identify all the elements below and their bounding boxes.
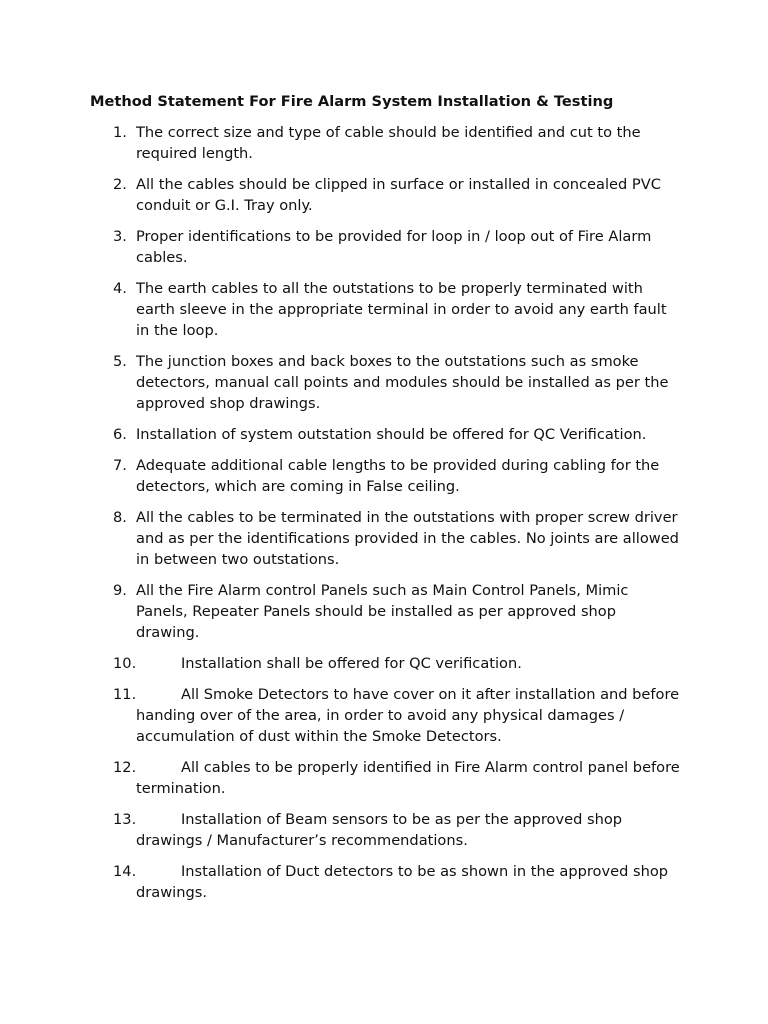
list-item-number: 3.	[113, 228, 127, 245]
list-item-number: 12.	[113, 759, 137, 776]
list-item-text: Installation of Duct detectors to be as shown in the approved shop drawings.	[136, 863, 669, 901]
list-item	[0, 351, 681, 414]
list-item-text: The earth cables to all the outstations to be properly terminated with earth sleeve in the appropriate terminal in order to avoid any earth fault in the loop.	[136, 280, 667, 339]
list-item-text: All Smoke Detectors to have cover on it after installation and before handing over of the area, in order to avoid any physical damages / accumulation of dust within the Smoke Detectors.	[136, 686, 680, 745]
list-item	[0, 507, 681, 570]
list-item	[0, 809, 681, 851]
list-item	[0, 174, 681, 216]
list-item-text: Adequate additional cable lengths to be provided during cabling for the detectors, which are coming in False ceiling.	[136, 457, 660, 495]
list-item	[0, 226, 681, 268]
list-item-number: 2.	[113, 176, 127, 193]
list-item-text: The junction boxes and back boxes to the outstations such as smoke detectors, manual call points and modules should be installed as per the approved shop drawings.	[136, 353, 669, 412]
list-item-text: Installation of system outstation should be offered for QC Verification.	[136, 426, 647, 443]
list-item-text: The correct size and type of cable should be identified and cut to the required length.	[136, 124, 641, 162]
list-item-number: 7.	[113, 457, 127, 474]
list-item	[0, 653, 681, 674]
list-item-text: All the cables to be terminated in the outstations with proper screw driver and as per the identifications provided in the cables. No joints are allowed in between two outstations.	[136, 509, 679, 568]
list-item-number: 5.	[113, 353, 127, 370]
list-item-number: 1.	[113, 124, 127, 141]
list-item-number: 14.	[113, 863, 137, 880]
list-item	[0, 122, 681, 164]
list-item	[0, 424, 681, 445]
list-item-number: 6.	[113, 426, 127, 443]
list-item-number: 4.	[113, 280, 127, 297]
list-item-number: 9.	[113, 582, 127, 599]
list-item-text: Installation of Beam sensors to be as per the approved shop drawings / Manufacturer’s recommendations.	[136, 811, 623, 849]
method-steps-list	[0, 122, 768, 913]
list-item-text: Installation shall be offered for QC verification.	[181, 655, 522, 672]
list-item-number: 8.	[113, 509, 127, 526]
list-item-number: 13.	[113, 811, 137, 828]
list-item	[0, 455, 681, 497]
list-item-text: Proper identifications to be provided for loop in / loop out of Fire Alarm cables.	[136, 228, 652, 266]
document-title: Method Statement For Fire Alarm System Installation & Testing	[90, 93, 614, 110]
list-item	[0, 580, 681, 643]
list-item	[0, 861, 681, 903]
list-item-text: All cables to be properly identified in Fire Alarm control panel before termination.	[136, 759, 680, 797]
list-item-number: 10.	[113, 655, 137, 672]
list-item	[0, 278, 681, 341]
list-item-text: All the cables should be clipped in surface or installed in concealed PVC conduit or G.I. Tray only.	[136, 176, 661, 214]
list-item	[0, 684, 681, 747]
list-item-number: 11.	[113, 686, 137, 703]
list-item-text: All the Fire Alarm control Panels such as Main Control Panels, Mimic Panels, Repeater Panels should be installed as per approved shop drawing.	[136, 582, 629, 641]
list-item	[0, 757, 681, 799]
